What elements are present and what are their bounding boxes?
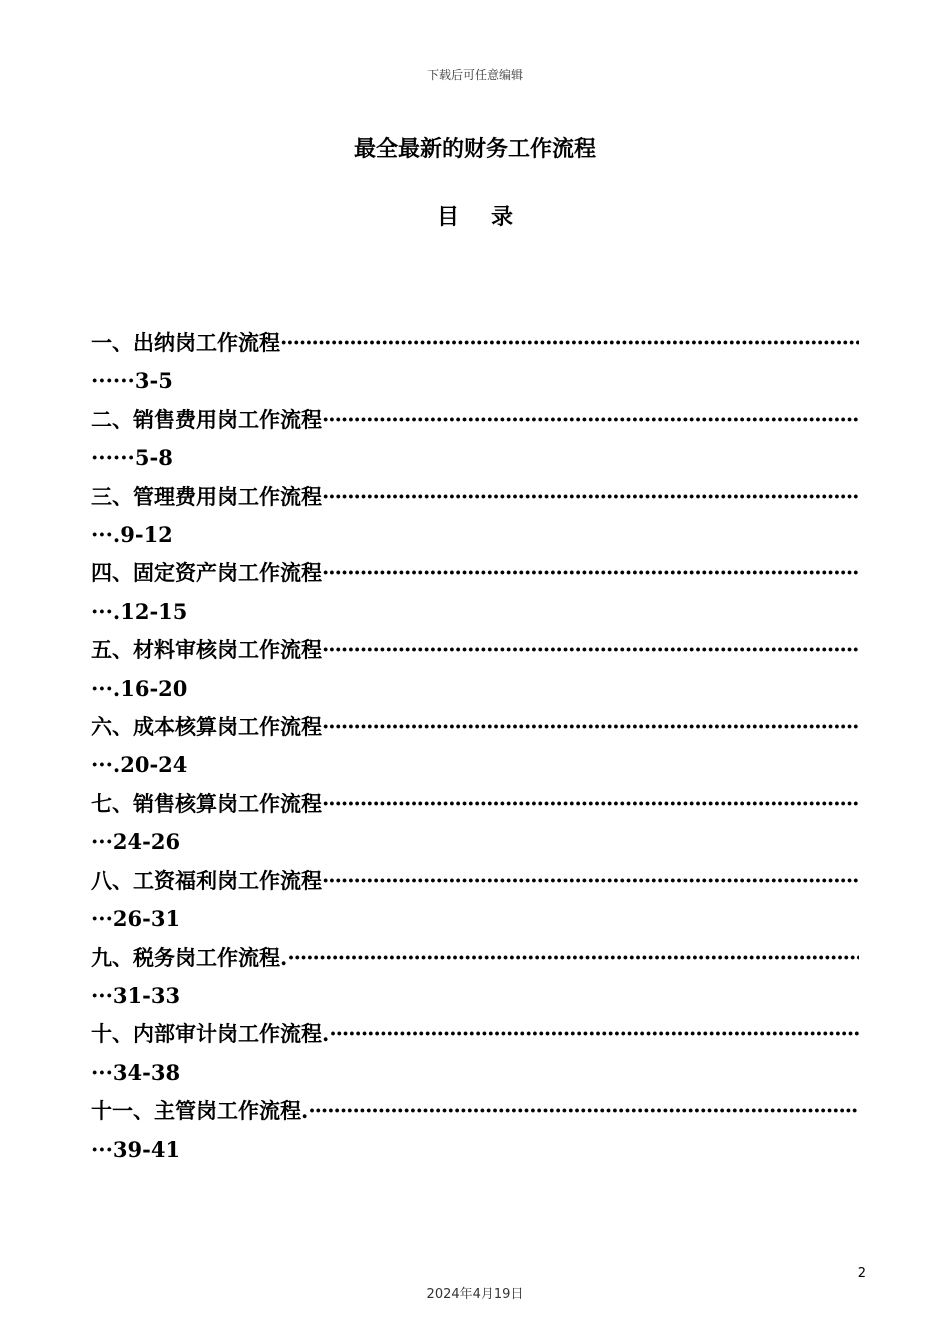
toc-leader-dots <box>322 631 859 669</box>
toc-leader-dots <box>322 554 859 592</box>
toc-entry-pages: ······5-8 <box>91 445 173 471</box>
toc-entry[interactable] <box>91 1015 859 1092</box>
toc-entry-pages: ···.16-20 <box>91 675 188 701</box>
toc-entry[interactable] <box>91 324 859 401</box>
toc-leader-dots <box>280 324 859 362</box>
toc-entry[interactable] <box>91 862 859 939</box>
document-title: 最全最新的财务工作流程 <box>353 136 596 162</box>
toc-leader-dots <box>308 1092 859 1130</box>
toc-entry-label: 一、出纳岗工作流程 <box>91 330 280 355</box>
toc-entry[interactable] <box>91 401 859 478</box>
toc-leader-dots <box>322 862 859 900</box>
toc-entry-pages: ···31-33 <box>91 982 181 1008</box>
toc-entry[interactable] <box>91 785 859 862</box>
toc-leader-dots <box>287 939 859 977</box>
toc-entry-label: 二、销售费用岗工作流程 <box>91 406 322 432</box>
toc-entry-pages: ···24-26 <box>91 829 181 855</box>
toc-entry-label: 九、税务岗工作流程. <box>91 944 288 970</box>
toc-entry[interactable] <box>91 554 859 631</box>
toc-entry[interactable] <box>91 478 859 555</box>
toc-entry-pages: ···.9-12 <box>91 522 173 548</box>
toc-entry-label: 六、成本核算岗工作流程 <box>91 714 322 740</box>
toc-leader-dots <box>329 1015 859 1053</box>
toc-entry-label: 十一、主管岗工作流程. <box>91 1098 309 1124</box>
toc-entry-label: 四、固定资产岗工作流程 <box>91 560 322 586</box>
toc-entry-label: 十、内部审计岗工作流程. <box>91 1021 330 1047</box>
table-of-contents <box>91 324 859 1169</box>
toc-entry-label: 八、工资福利岗工作流程 <box>91 867 322 893</box>
toc-entry-pages: ···26-31 <box>91 906 181 932</box>
toc-entry[interactable] <box>91 708 859 785</box>
toc-heading: 目录 <box>436 204 545 230</box>
toc-entry-pages: ······3-5 <box>91 368 173 394</box>
toc-entry-pages: ···39-41 <box>91 1136 181 1162</box>
toc-entry-label: 三、管理费用岗工作流程 <box>91 483 322 509</box>
toc-leader-dots <box>322 478 859 516</box>
toc-entry-label: 五、材料审核岗工作流程 <box>91 637 322 663</box>
page-header: 下载后可任意编辑 <box>426 68 523 82</box>
toc-entry[interactable] <box>91 1092 859 1169</box>
toc-entry-pages: ···.12-15 <box>91 598 188 624</box>
toc-entry-pages: ···.20-24 <box>91 752 188 778</box>
toc-leader-dots <box>322 401 859 439</box>
toc-leader-dots <box>322 708 859 746</box>
toc-entry-pages: ···34-38 <box>91 1059 181 1085</box>
toc-entry-label: 七、销售核算岗工作流程 <box>91 790 322 816</box>
page-footer-date: 2024年4月19日 <box>426 1287 524 1302</box>
page-number: 2 <box>857 1266 866 1281</box>
toc-entry[interactable] <box>91 631 859 708</box>
toc-entry[interactable] <box>91 939 859 1016</box>
toc-leader-dots <box>322 785 859 823</box>
